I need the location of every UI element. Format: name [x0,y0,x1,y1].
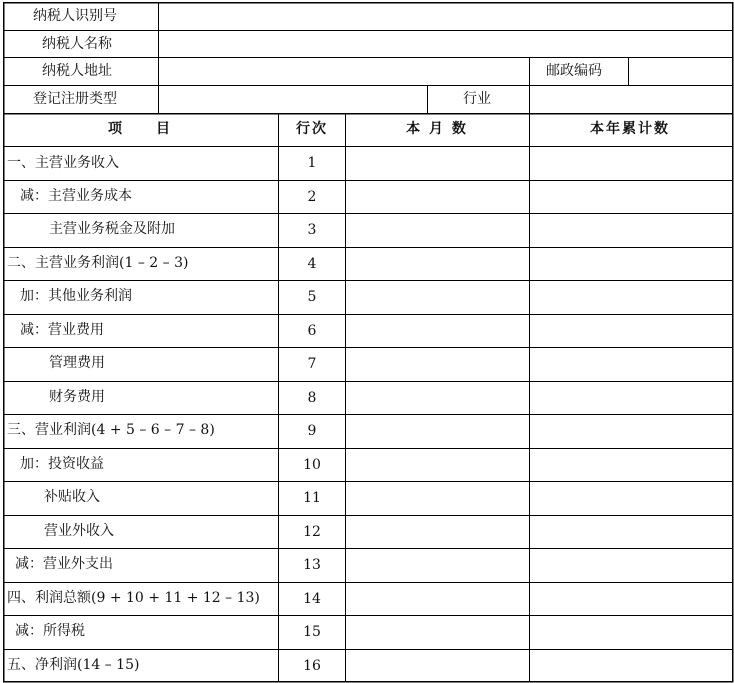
table-row-number: 14 [303,591,321,607]
table-row-number: 15 [303,624,321,640]
table-row-number: 1 [307,155,317,171]
table-row-label: 一、主营业务收入 [7,155,119,171]
table-row-number: 11 [303,490,321,506]
table-row-number: 10 [303,457,321,473]
table-row-number: 12 [303,524,321,540]
table-row-number: 4 [307,256,317,272]
table-row-label: 减：营业外支出 [15,556,113,572]
registration-type-label: 登记注册类型 [33,91,117,107]
table-row-label: 二、主营业务利润(1 – 2 – 3) [7,255,189,271]
table-row-label: 减：营业费用 [20,322,104,338]
header-row-no: 行次 [296,121,328,137]
industry-label: 行业 [463,91,491,107]
table-row-number: 2 [307,189,317,205]
header-item: 项 目 [108,121,172,137]
table-row-label: 财务费用 [49,389,105,405]
taxpayer-address-label: 纳税人地址 [42,63,112,79]
table-row-label: 四、利润总额(9 + 10 + 11 + 12 – 13) [7,590,260,606]
table-row-label: 三、营业利润(4 + 5 – 6 – 7 – 8) [7,422,215,438]
postal-code-label: 邮政编码 [546,63,602,79]
table-row-number: 3 [307,222,317,238]
taxpayer-id-label: 纳税人识别号 [33,8,117,24]
header-this-month: 本 月 数 [406,121,468,137]
table-row-number: 7 [307,356,317,372]
table-row-label: 五、净利润(14 – 15) [7,657,140,673]
table-row-label: 加：投资收益 [20,456,104,472]
table-row-number: 13 [303,557,321,573]
taxpayer-name-label: 纳税人名称 [42,36,112,52]
table-row-label: 减：所得税 [15,623,85,639]
table-row-number: 9 [307,423,317,439]
table-row-label: 管理费用 [49,355,105,371]
table-row-label: 减：主营业务成本 [20,188,132,204]
table-row-number: 5 [307,289,317,305]
table-row-number: 6 [307,323,317,339]
table-row-number: 8 [307,390,317,406]
table-row-label: 加：其他业务利润 [20,288,132,304]
table-row-label: 补贴收入 [44,489,100,505]
table-row-number: 16 [303,658,321,674]
table-row-label: 营业外收入 [44,523,114,539]
header-year-to-date: 本年累计数 [590,121,670,137]
table-row-label: 主营业务税金及附加 [49,221,175,237]
